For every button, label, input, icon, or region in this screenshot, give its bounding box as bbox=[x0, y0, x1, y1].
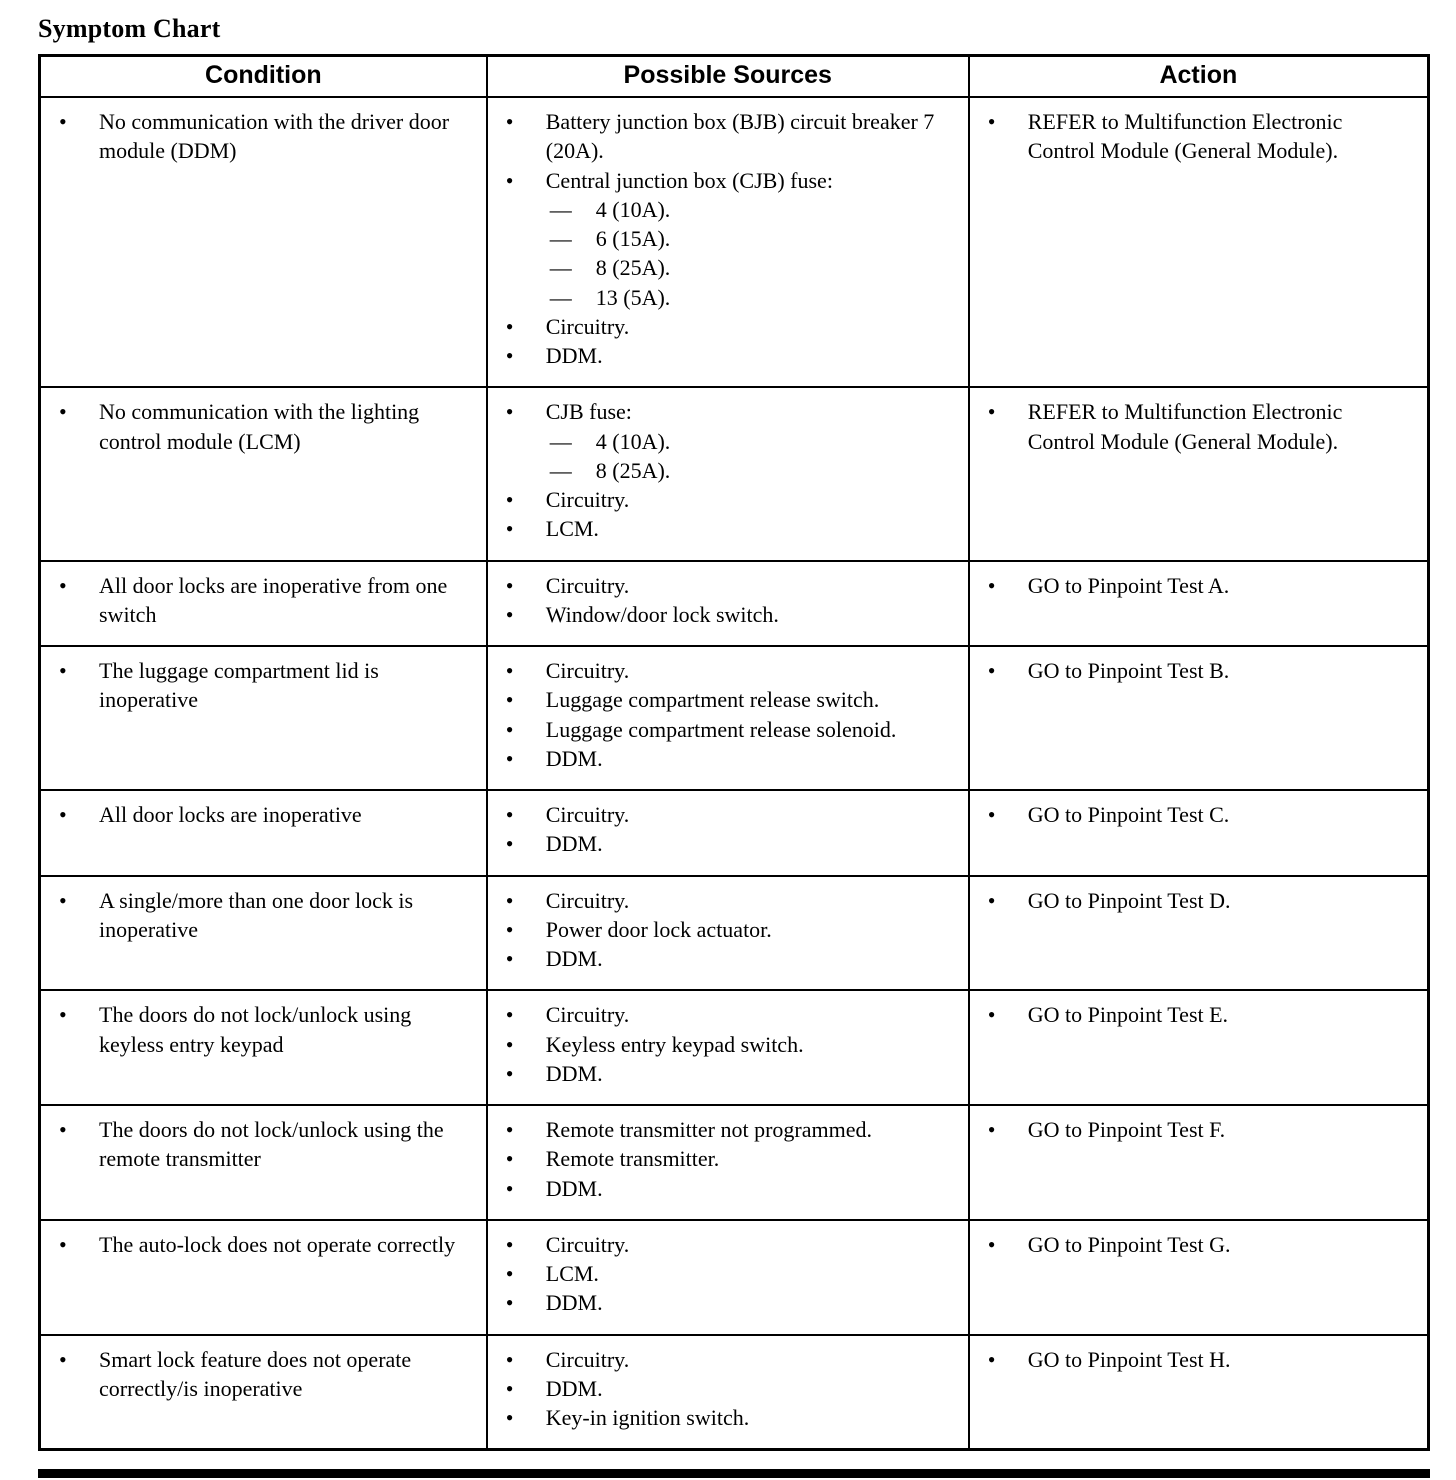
bullet-marker: • bbox=[987, 887, 996, 913]
bullet-marker: • bbox=[505, 1290, 514, 1316]
source-item-text: Circuitry. bbox=[545, 487, 630, 512]
condition-item-text: A single/more than one door lock is inoperative bbox=[99, 887, 414, 942]
source-item-text: Circuitry. bbox=[545, 572, 630, 598]
condition-item-text: All door locks are inoperative bbox=[99, 802, 362, 827]
source-item bbox=[500, 341, 960, 370]
condition-item bbox=[53, 1000, 478, 1059]
condition-cell bbox=[40, 561, 487, 647]
bullet-marker: • bbox=[987, 399, 996, 425]
condition-item-text: No communication with the lighting control module (LCM) bbox=[99, 399, 420, 454]
action-item-text: GO to Pinpoint Test G. bbox=[1027, 1231, 1231, 1257]
bullet-marker: • bbox=[505, 572, 514, 598]
bullet-marker: • bbox=[505, 343, 514, 368]
table-body bbox=[40, 97, 1429, 1450]
page-bottom-rule bbox=[38, 1469, 1430, 1478]
source-item-text: Circuitry. bbox=[545, 887, 630, 913]
bullet-marker: • bbox=[505, 831, 514, 857]
source-item-text: Circuitry. bbox=[545, 1002, 630, 1028]
condition-cell bbox=[40, 990, 487, 1105]
action-item-text: GO to Pinpoint Test B. bbox=[1027, 658, 1230, 683]
bullet-marker: • bbox=[505, 1031, 514, 1057]
source-item-text: 6 (15A). bbox=[595, 226, 671, 251]
source-item-text: DDM. bbox=[545, 1175, 603, 1201]
source-item-text: Circuitry. bbox=[545, 658, 630, 683]
action-item bbox=[982, 656, 1419, 685]
dash-marker: — bbox=[549, 457, 572, 483]
action-cell bbox=[969, 561, 1429, 647]
source-item bbox=[500, 944, 960, 973]
source-item-text: DDM. bbox=[545, 1060, 603, 1086]
table-row bbox=[40, 561, 1429, 647]
action-item bbox=[982, 1345, 1419, 1374]
action-item bbox=[982, 1230, 1419, 1259]
sources-cell bbox=[487, 1105, 969, 1220]
source-item bbox=[500, 1403, 960, 1432]
condition-cell bbox=[40, 1220, 487, 1335]
source-item-text: DDM. bbox=[545, 831, 603, 857]
bullet-marker: • bbox=[987, 1002, 996, 1028]
dash-marker: — bbox=[549, 196, 572, 222]
action-item-text: REFER to Multifunction Electronic Control Module (General Module). bbox=[1027, 399, 1343, 454]
condition-cell bbox=[40, 876, 487, 991]
source-item bbox=[500, 656, 960, 685]
table-row bbox=[40, 876, 1429, 991]
action-cell bbox=[969, 990, 1429, 1105]
condition-item-text: All door locks are inoperative from one switch bbox=[99, 572, 448, 627]
bullet-marker: • bbox=[987, 1346, 996, 1372]
condition-item-text: The luggage compartment lid is inoperative bbox=[99, 658, 379, 713]
bullet-marker: • bbox=[59, 658, 67, 683]
table-row bbox=[40, 790, 1429, 876]
symptom-chart-table bbox=[38, 54, 1430, 1451]
bullet-marker: • bbox=[505, 1231, 514, 1257]
condition-item-text: Smart lock feature does not operate correctly/is inoperative bbox=[99, 1346, 412, 1401]
bullet-marker: • bbox=[505, 1117, 514, 1142]
source-item-text: Battery junction box (BJB) circuit breaker 7 (20A). bbox=[545, 109, 935, 164]
action-item bbox=[982, 571, 1419, 600]
source-item-text: DDM. bbox=[545, 1375, 603, 1401]
bullet-marker: • bbox=[987, 1117, 996, 1142]
source-item bbox=[500, 1374, 960, 1403]
source-item bbox=[500, 1059, 960, 1088]
action-cell bbox=[969, 97, 1429, 387]
bullet-marker: • bbox=[59, 399, 67, 425]
source-item bbox=[500, 253, 960, 282]
condition-item bbox=[53, 571, 478, 630]
bullet-marker: • bbox=[505, 916, 514, 942]
source-item-text: 8 (25A). bbox=[595, 255, 671, 281]
header-condition: Condition bbox=[40, 56, 487, 98]
bullet-marker: • bbox=[505, 687, 514, 713]
source-item-text: Remote transmitter. bbox=[545, 1146, 720, 1172]
source-item bbox=[500, 195, 960, 224]
source-item bbox=[500, 715, 960, 744]
action-item-text: GO to Pinpoint Test D. bbox=[1027, 887, 1231, 913]
condition-item bbox=[53, 800, 478, 829]
source-item bbox=[500, 427, 960, 456]
sources-cell bbox=[487, 1335, 969, 1450]
header-possible-sources: Possible Sources bbox=[487, 56, 969, 98]
condition-cell bbox=[40, 97, 487, 387]
source-item bbox=[500, 514, 960, 543]
bullet-marker: • bbox=[505, 1060, 514, 1086]
source-item-text: DDM. bbox=[545, 745, 603, 771]
bullet-marker: • bbox=[505, 167, 514, 193]
source-item bbox=[500, 829, 960, 858]
source-item-text: Luggage compartment release solenoid. bbox=[545, 716, 897, 742]
bullet-marker: • bbox=[505, 399, 514, 425]
source-item-text: CJB fuse: bbox=[545, 399, 632, 425]
condition-item bbox=[53, 107, 478, 166]
source-item bbox=[500, 1030, 960, 1059]
source-item-text: 8 (25A). bbox=[595, 457, 671, 483]
source-item bbox=[500, 224, 960, 253]
bullet-marker: • bbox=[59, 1346, 67, 1372]
sources-cell bbox=[487, 646, 969, 790]
bullet-marker: • bbox=[505, 1375, 514, 1401]
source-item-text: 13 (5A). bbox=[595, 284, 671, 310]
condition-item-text: The doors do not lock/unlock using keyless entry keypad bbox=[99, 1002, 412, 1057]
condition-item bbox=[53, 397, 478, 456]
bullet-marker: • bbox=[505, 1002, 514, 1028]
header-row bbox=[40, 56, 1429, 98]
source-item bbox=[500, 800, 960, 829]
condition-item bbox=[53, 1345, 478, 1404]
source-item-text: Remote transmitter not programmed. bbox=[545, 1117, 873, 1142]
condition-cell bbox=[40, 1105, 487, 1220]
sources-cell bbox=[487, 387, 969, 560]
source-item-text: DDM. bbox=[545, 1290, 603, 1316]
action-item-text: GO to Pinpoint Test F. bbox=[1027, 1117, 1226, 1142]
sources-cell bbox=[487, 990, 969, 1105]
source-item-text: DDM. bbox=[545, 343, 603, 368]
bullet-marker: • bbox=[505, 1146, 514, 1172]
header-action: Action bbox=[969, 56, 1429, 98]
dash-marker: — bbox=[549, 428, 572, 454]
action-item bbox=[982, 1000, 1419, 1029]
bullet-marker: • bbox=[59, 109, 67, 134]
source-item-text: Keyless entry keypad switch. bbox=[545, 1031, 804, 1057]
action-item bbox=[982, 107, 1419, 166]
action-item-text: GO to Pinpoint Test A. bbox=[1027, 572, 1230, 598]
source-item-text: Power door lock actuator. bbox=[545, 916, 772, 942]
source-item-text: LCM. bbox=[545, 1261, 599, 1286]
bullet-marker: • bbox=[505, 1175, 514, 1201]
bullet-marker: • bbox=[505, 946, 514, 971]
condition-item bbox=[53, 886, 478, 945]
action-item-text: GO to Pinpoint Test C. bbox=[1027, 802, 1230, 827]
condition-cell bbox=[40, 646, 487, 790]
source-item-text: Circuitry. bbox=[545, 1346, 630, 1372]
dash-marker: — bbox=[549, 226, 572, 251]
source-item-text: Luggage compartment release switch. bbox=[545, 687, 880, 713]
bullet-marker: • bbox=[987, 802, 996, 827]
condition-item-text: The doors do not lock/unlock using the remote transmitter bbox=[99, 1117, 444, 1172]
bullet-marker: • bbox=[59, 802, 67, 827]
source-item-text: 4 (10A). bbox=[595, 428, 671, 454]
source-item bbox=[500, 166, 960, 195]
sources-cell bbox=[487, 876, 969, 991]
table-row bbox=[40, 1335, 1429, 1450]
source-item-text: Circuitry. bbox=[545, 802, 630, 827]
action-cell bbox=[969, 790, 1429, 876]
source-item bbox=[500, 744, 960, 773]
dash-marker: — bbox=[549, 284, 572, 310]
bullet-marker: • bbox=[987, 658, 996, 683]
bullet-marker: • bbox=[59, 1002, 67, 1028]
source-item bbox=[500, 685, 960, 714]
bullet-marker: • bbox=[505, 716, 514, 742]
source-item-text: Central junction box (CJB) fuse: bbox=[545, 167, 833, 193]
source-item bbox=[500, 1288, 960, 1317]
source-item-text: Circuitry. bbox=[545, 313, 630, 339]
source-item bbox=[500, 1345, 960, 1374]
action-item bbox=[982, 886, 1419, 915]
source-item-text: Key-in ignition switch. bbox=[545, 1405, 750, 1430]
source-item-text: 4 (10A). bbox=[595, 196, 671, 222]
bullet-marker: • bbox=[505, 887, 514, 913]
bullet-marker: • bbox=[505, 516, 514, 542]
bullet-marker: • bbox=[505, 802, 514, 827]
bullet-marker: • bbox=[505, 487, 514, 512]
source-item bbox=[500, 915, 960, 944]
source-item bbox=[500, 1230, 960, 1259]
condition-item bbox=[53, 656, 478, 715]
bullet-marker: • bbox=[59, 887, 67, 913]
condition-item-text: The auto-lock does not operate correctly bbox=[99, 1231, 456, 1257]
bullet-marker: • bbox=[59, 1117, 67, 1142]
table-row bbox=[40, 646, 1429, 790]
table-row bbox=[40, 990, 1429, 1105]
source-item bbox=[500, 485, 960, 514]
bullet-marker: • bbox=[505, 1346, 514, 1372]
source-item-text: Circuitry. bbox=[545, 1231, 630, 1257]
action-cell bbox=[969, 1105, 1429, 1220]
bullet-marker: • bbox=[505, 1261, 514, 1286]
action-item bbox=[982, 397, 1419, 456]
bullet-marker: • bbox=[505, 745, 514, 771]
condition-item-text: No communication with the driver door module (DDM) bbox=[99, 109, 450, 164]
condition-item bbox=[53, 1115, 478, 1174]
source-item bbox=[500, 1115, 960, 1144]
condition-cell bbox=[40, 387, 487, 560]
source-item bbox=[500, 571, 960, 600]
table-row bbox=[40, 1220, 1429, 1335]
condition-item bbox=[53, 1230, 478, 1259]
source-item-text: Window/door lock switch. bbox=[545, 601, 779, 627]
source-item bbox=[500, 107, 960, 166]
bullet-marker: • bbox=[59, 572, 67, 598]
condition-cell bbox=[40, 790, 487, 876]
page-title: Symptom Chart bbox=[38, 14, 221, 43]
action-item bbox=[982, 1115, 1419, 1144]
source-item bbox=[500, 886, 960, 915]
source-item bbox=[500, 1144, 960, 1173]
table-row bbox=[40, 1105, 1429, 1220]
source-item bbox=[500, 1174, 960, 1203]
source-item-text: LCM. bbox=[545, 516, 599, 542]
source-item bbox=[500, 456, 960, 485]
bullet-marker: • bbox=[505, 1405, 514, 1430]
table-row bbox=[40, 97, 1429, 387]
source-item bbox=[500, 1000, 960, 1029]
action-cell bbox=[969, 1220, 1429, 1335]
source-item-text: DDM. bbox=[545, 946, 603, 971]
bullet-marker: • bbox=[505, 658, 514, 683]
action-cell bbox=[969, 387, 1429, 560]
bullet-marker: • bbox=[505, 601, 514, 627]
source-item bbox=[500, 397, 960, 426]
action-cell bbox=[969, 876, 1429, 991]
table-row bbox=[40, 387, 1429, 560]
action-cell bbox=[969, 646, 1429, 790]
action-item-text: GO to Pinpoint Test E. bbox=[1027, 1002, 1229, 1028]
action-item bbox=[982, 800, 1419, 829]
condition-cell bbox=[40, 1335, 487, 1450]
dash-marker: — bbox=[549, 255, 572, 281]
bullet-marker: • bbox=[505, 109, 514, 134]
source-item bbox=[500, 312, 960, 341]
sources-cell bbox=[487, 790, 969, 876]
sources-cell bbox=[487, 561, 969, 647]
action-cell bbox=[969, 1335, 1429, 1450]
sources-cell bbox=[487, 97, 969, 387]
sources-cell bbox=[487, 1220, 969, 1335]
action-item-text: REFER to Multifunction Electronic Control Module (General Module). bbox=[1027, 109, 1343, 164]
source-item bbox=[500, 1259, 960, 1288]
bullet-marker: • bbox=[987, 1231, 996, 1257]
bullet-marker: • bbox=[987, 572, 996, 598]
bullet-marker: • bbox=[59, 1231, 67, 1257]
action-item-text: GO to Pinpoint Test H. bbox=[1027, 1346, 1231, 1372]
bullet-marker: • bbox=[987, 109, 996, 134]
source-item bbox=[500, 600, 960, 629]
source-item bbox=[500, 283, 960, 312]
bullet-marker: • bbox=[505, 313, 514, 339]
